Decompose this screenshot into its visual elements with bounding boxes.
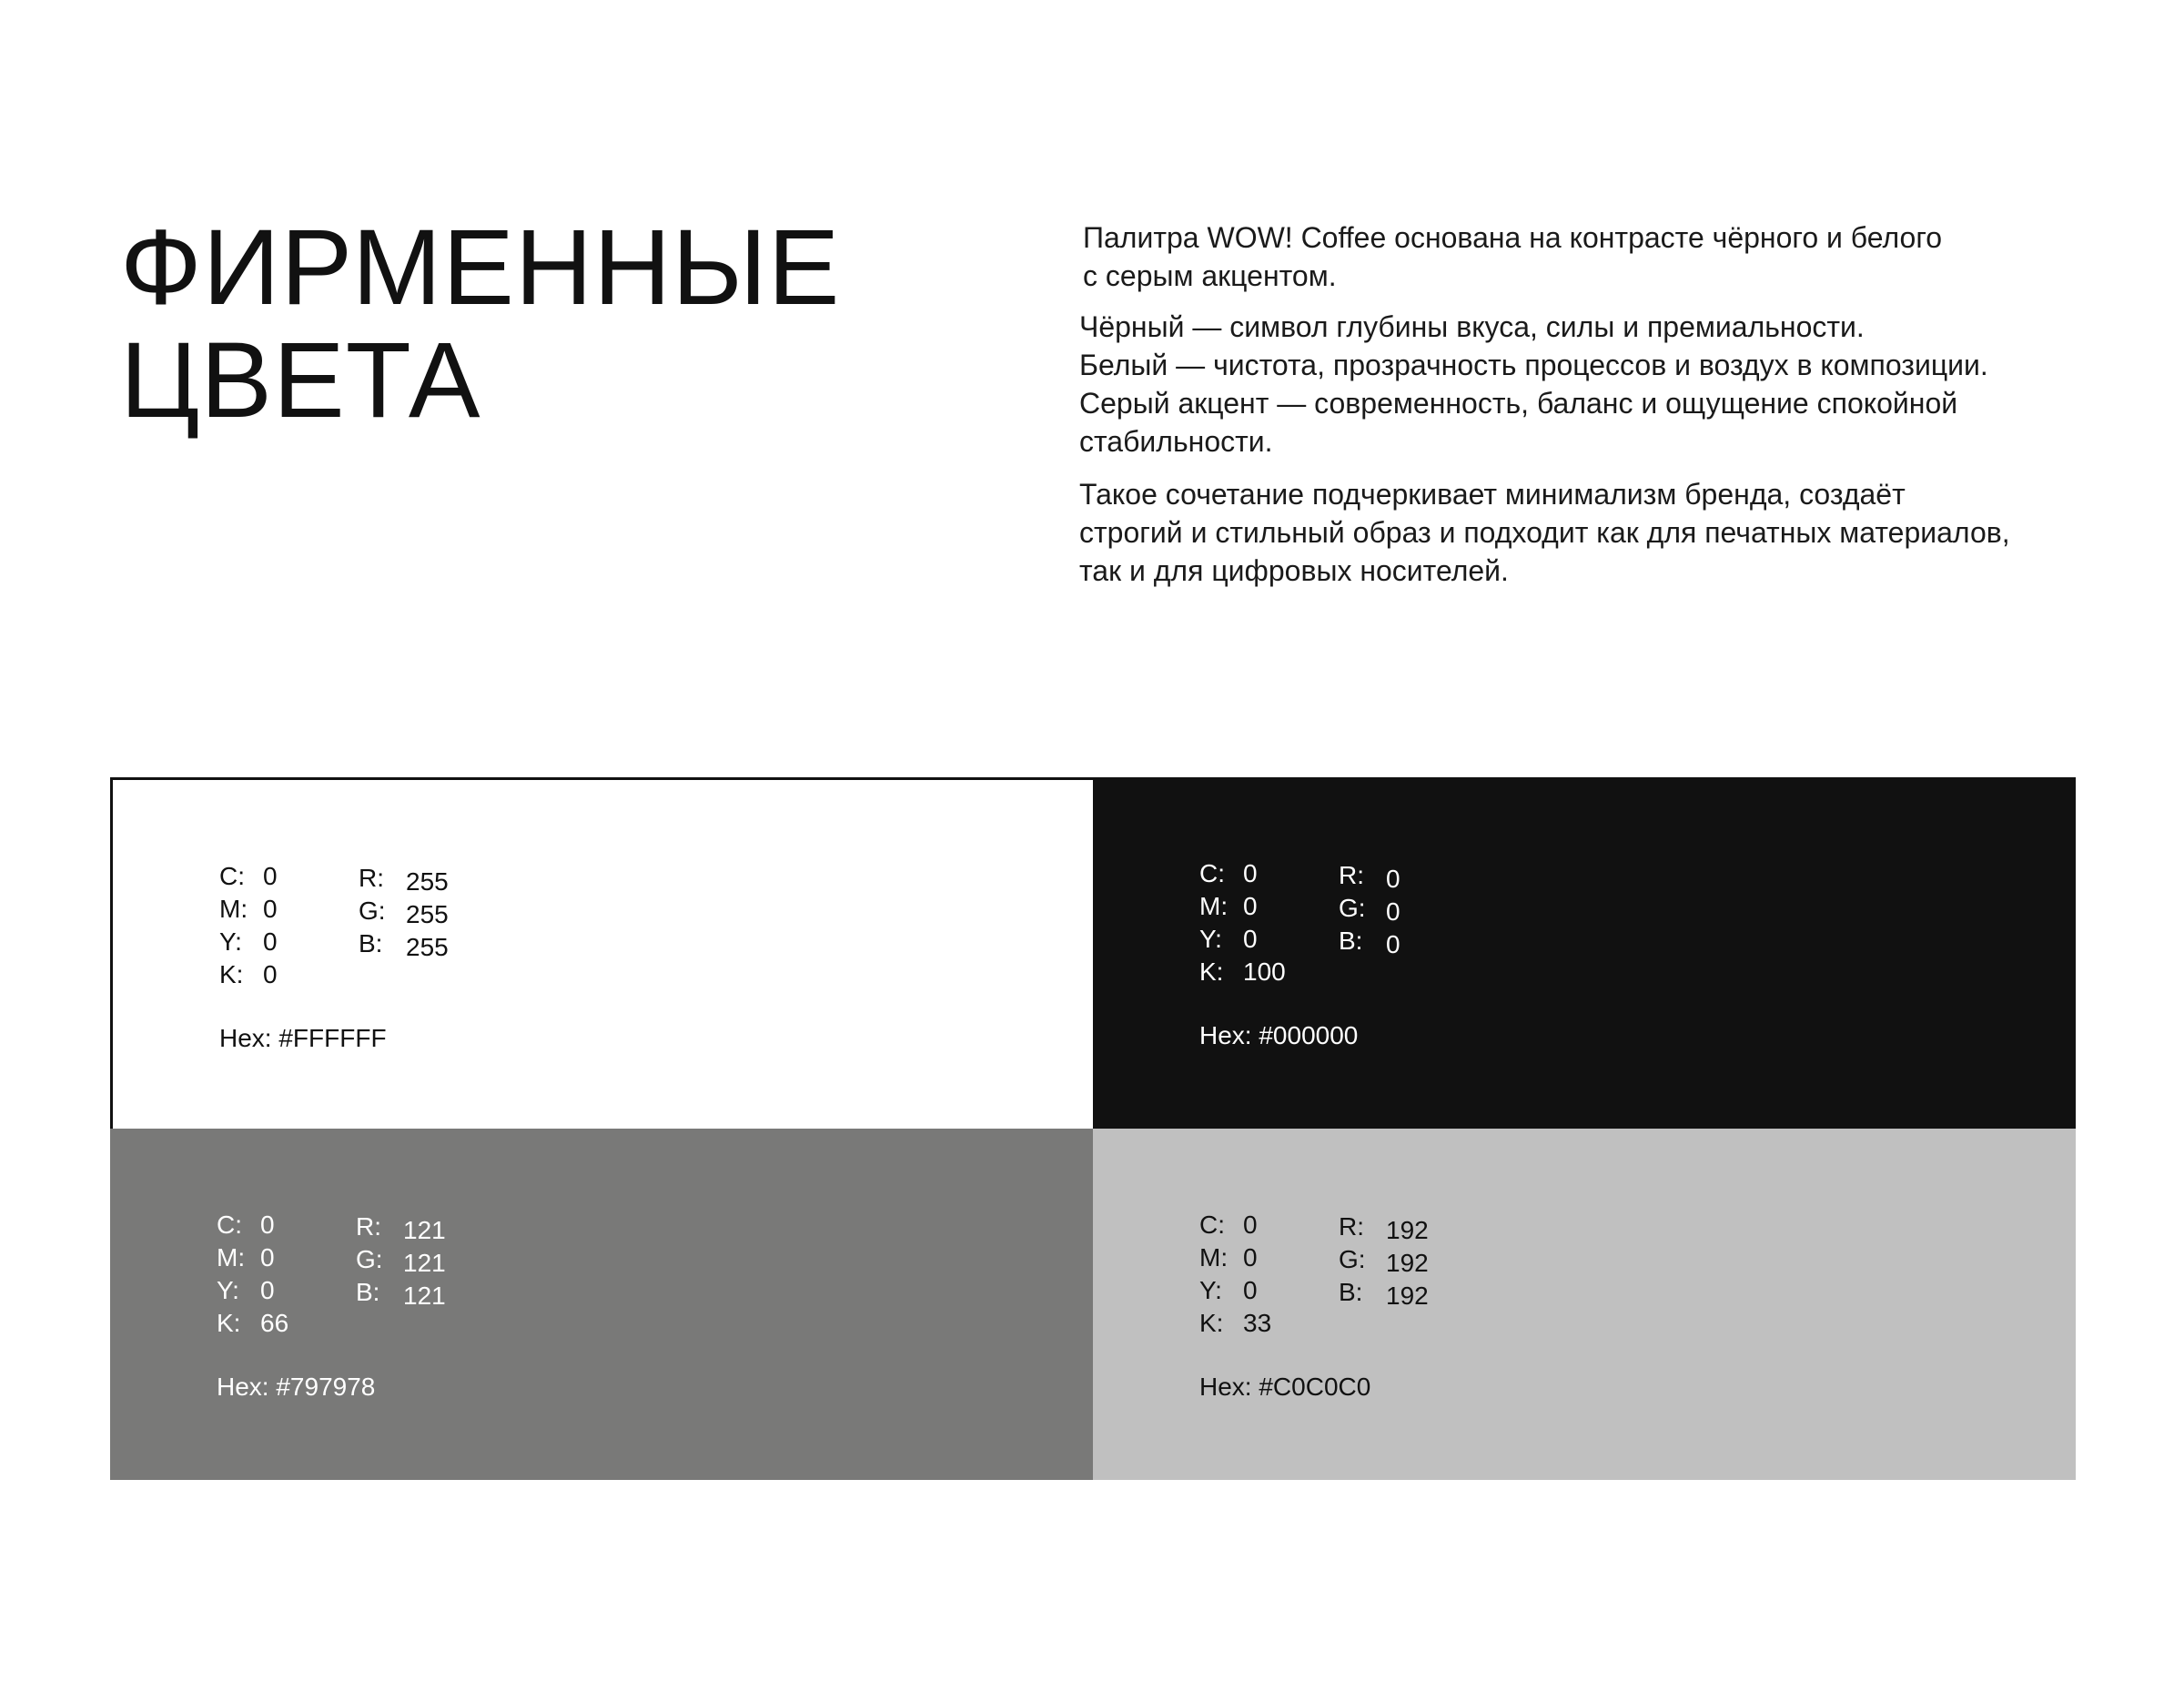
value-c: 0 (1243, 859, 1258, 887)
rgb-values (359, 862, 449, 960)
label-k: K: (1199, 957, 1224, 986)
label-b: B: (356, 1278, 380, 1306)
label-k: K: (217, 1309, 241, 1337)
value-m: 0 (1243, 892, 1258, 920)
color-palette (110, 777, 2076, 1480)
value-k: 66 (260, 1309, 289, 1337)
value-k: 0 (263, 960, 278, 988)
description-line: с серым акцентом. (1083, 259, 1337, 292)
rgb-values (1339, 1211, 1429, 1309)
value-g: 255 (406, 900, 449, 928)
value-g: 121 (403, 1249, 446, 1277)
hex-value: Hex: #000000 (1199, 1021, 1359, 1049)
label-y: Y: (219, 927, 242, 956)
value-b: 0 (1386, 930, 1400, 958)
label-y: Y: (1199, 925, 1222, 953)
label-y: Y: (1199, 1276, 1222, 1304)
description-line: Палитра WOW! Coffee основана на контрасте чёрного и белого (1083, 221, 1943, 254)
value-r: 121 (403, 1216, 446, 1244)
hex-value: Hex: #FFFFFF (219, 1024, 387, 1052)
page-title (120, 208, 841, 441)
title-line-1: ФИРМЕННЫЕ (120, 208, 841, 328)
value-g: 0 (1386, 897, 1400, 926)
label-c: C: (1199, 1211, 1225, 1239)
label-b: B: (1339, 1278, 1363, 1306)
description-line: Чёрный — символ глубины вкуса, силы и премиальности. (1079, 310, 1865, 343)
palette-description (1079, 218, 2098, 590)
value-c: 0 (1243, 1211, 1258, 1239)
value-y: 0 (260, 1276, 275, 1304)
cmyk-values (219, 860, 278, 991)
hex-value: Hex: #C0C0C0 (1199, 1373, 1371, 1401)
label-g: G: (1339, 894, 1366, 922)
description-paragraph-2 (1079, 308, 2098, 461)
hex-value: Hex: #797978 (217, 1373, 376, 1401)
swatch-light-gray (1093, 1129, 2076, 1480)
value-m: 0 (260, 1243, 275, 1272)
value-b: 121 (403, 1282, 446, 1310)
label-m: M: (1199, 892, 1228, 920)
value-y: 0 (1243, 1276, 1258, 1304)
value-b: 255 (406, 933, 449, 961)
title-line-2: ЦВЕТА (120, 320, 481, 441)
value-y: 0 (1243, 925, 1258, 953)
cmyk-values (1199, 1209, 1271, 1340)
description-line: Серый акцент — современность, баланс и ощущение спокойной (1079, 387, 1958, 420)
label-c: C: (219, 862, 245, 890)
label-m: M: (1199, 1243, 1228, 1272)
label-b: B: (1339, 927, 1363, 955)
label-m: M: (219, 895, 248, 923)
value-m: 0 (263, 895, 278, 923)
description-line: строгий и стильный образ и подходит как для печатных материалов, (1079, 516, 2010, 549)
value-k: 100 (1243, 957, 1286, 986)
rgb-values (1339, 859, 1400, 957)
value-c: 0 (260, 1211, 275, 1239)
value-k: 33 (1243, 1309, 1272, 1337)
label-b: B: (359, 929, 383, 957)
label-r: R: (359, 864, 384, 892)
label-g: G: (356, 1245, 383, 1273)
value-c: 0 (263, 862, 278, 890)
label-r: R: (1339, 1212, 1364, 1241)
label-r: R: (356, 1212, 381, 1241)
swatch-white (110, 777, 1093, 1129)
description-paragraph-1 (1083, 218, 2098, 295)
cmyk-values (1199, 857, 1286, 988)
label-g: G: (1339, 1245, 1366, 1273)
value-r: 0 (1386, 865, 1400, 893)
label-g: G: (359, 897, 386, 925)
value-g: 192 (1386, 1249, 1429, 1277)
description-line: так и для цифровых носителей. (1079, 554, 1509, 587)
label-y: Y: (217, 1276, 239, 1304)
label-c: C: (1199, 859, 1225, 887)
label-k: K: (1199, 1309, 1224, 1337)
value-y: 0 (263, 927, 278, 956)
swatch-black (1093, 777, 2076, 1129)
value-r: 255 (406, 867, 449, 896)
label-c: C: (217, 1211, 242, 1239)
description-line: стабильности. (1079, 425, 1273, 458)
description-paragraph-3 (1079, 475, 2098, 590)
swatch-gray (110, 1129, 1093, 1480)
value-b: 192 (1386, 1282, 1429, 1310)
description-line: Белый — чистота, прозрачность процессов и воздух в композиции. (1079, 349, 1988, 381)
rgb-values (356, 1211, 446, 1309)
description-line: Такое сочетание подчеркивает минимализм бренда, создаёт (1079, 478, 1906, 511)
label-k: K: (219, 960, 244, 988)
label-m: M: (217, 1243, 246, 1272)
label-r: R: (1339, 861, 1364, 889)
cmyk-values (217, 1209, 288, 1340)
value-m: 0 (1243, 1243, 1258, 1272)
value-r: 192 (1386, 1216, 1429, 1244)
